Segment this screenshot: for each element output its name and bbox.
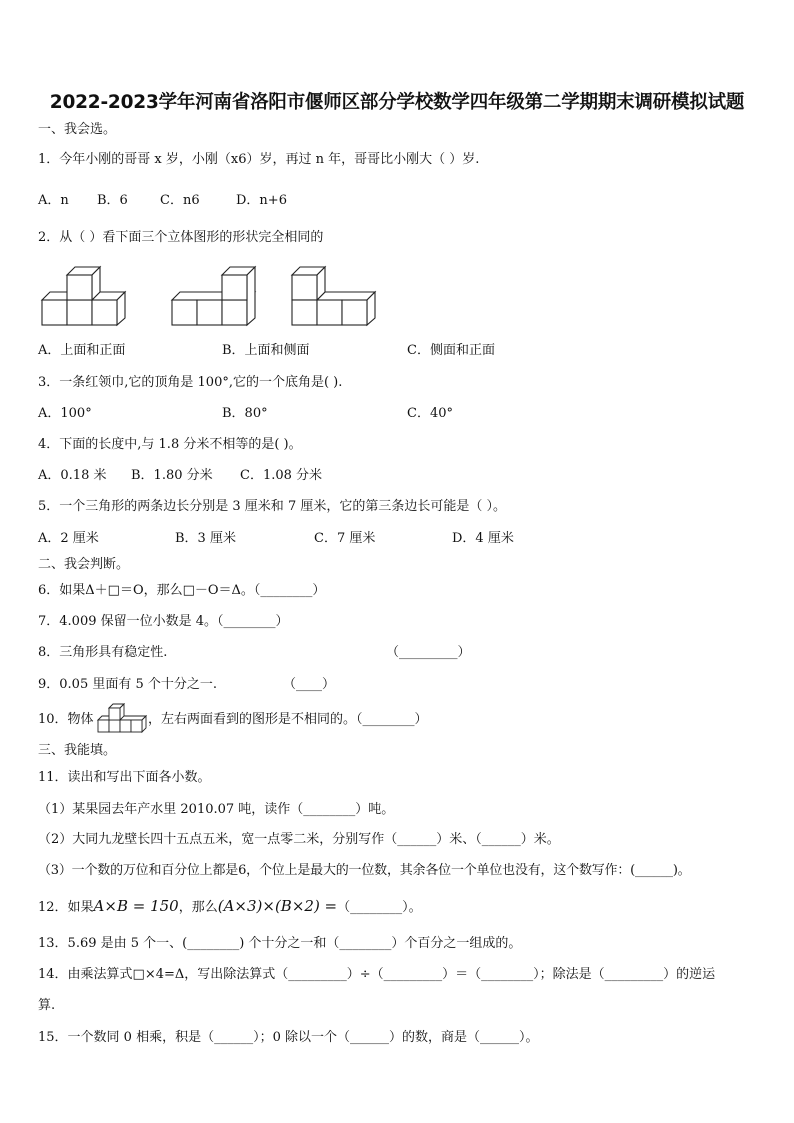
section-heading-2: 二、我会判断。 xyxy=(38,557,130,572)
q1-option-b: B．6 xyxy=(97,193,128,208)
q5-option-c: C．7 厘米 xyxy=(314,531,376,546)
q2-option-b: B．上面和侧面 xyxy=(222,343,310,358)
section-heading-3: 三、我能填。 xyxy=(38,743,117,758)
question-11: 11．读出和写出下面各小数。 xyxy=(38,770,211,785)
q3-option-a: A．100° xyxy=(38,406,92,421)
q10-text: ，左右两面看到的图形是不相同的。（________） xyxy=(148,712,428,727)
q9-answer-blank: （____） xyxy=(283,677,336,692)
q10-prefix: 10．物体 xyxy=(38,712,94,727)
q4-option-b: B．1.80 分米 xyxy=(131,468,213,483)
q4-option-c: C．1.08 分米 xyxy=(240,468,323,483)
cube-figure-3 xyxy=(292,267,375,325)
q1-option-a: A．n xyxy=(38,193,69,208)
question-8: 8．三角形具有稳定性. xyxy=(38,645,168,660)
q2-cube-figures xyxy=(40,262,400,328)
question-14: 14．由乘法算式□×4=Δ，写出除法算式（_________）÷（_________）＝（________）；除法是（_________）的逆运 xyxy=(38,967,716,982)
question-12 xyxy=(38,898,422,916)
cube-figure-2 xyxy=(172,267,255,325)
question-13: 13．5.69 是由 5 个一、(________) 个十分之一和（________）个百分之一组成的。 xyxy=(38,936,522,951)
q3-option-c: C．40° xyxy=(407,406,453,421)
q12-formula-asked: (A×3)×(B×2) = xyxy=(217,897,338,915)
q12-mid: ，那么 xyxy=(178,900,218,915)
question-6: 6．如果Δ＋□＝O，那么□－O＝Δ。（________） xyxy=(38,583,326,598)
question-2: 2．从（ ）看下面三个立体图形的形状完全相同的 xyxy=(38,230,324,245)
question-9: 9．0.05 里面有 5 个十分之一. xyxy=(38,677,218,692)
q1-option-d: D．n+6 xyxy=(236,193,287,208)
q5-option-a: A．2 厘米 xyxy=(38,531,99,546)
q2-option-a: A．上面和正面 xyxy=(38,343,126,358)
page-title: 2022-2023学年河南省洛阳市偃师区部分学校数学四年级第二学期期末调研模拟试题 xyxy=(49,92,745,113)
section-heading-1: 一、我会选。 xyxy=(38,122,117,137)
q2-option-c: C．侧面和正面 xyxy=(407,343,495,358)
q10-cube-object-icon xyxy=(96,703,148,733)
question-4: 4．下面的长度中,与 1.8 分米不相等的是( )。 xyxy=(38,437,302,452)
q12-answer-blank: （________）。 xyxy=(337,900,422,915)
question-14-continued: 算. xyxy=(38,998,56,1013)
cube-figure-1 xyxy=(42,267,125,325)
question-3: 3．一条红领巾,它的顶角是 100°,它的一个底角是( ). xyxy=(38,375,343,390)
question-7: 7．4.009 保留一位小数是 4。（________） xyxy=(38,614,289,629)
q8-answer-blank: （_________） xyxy=(386,645,471,660)
q3-option-b: B．80° xyxy=(222,406,268,421)
question-11-3: （3）一个数的万位和百分位上都是6，个位上是最大的一位数，其余各位一个单位也没有，这个数写作：(______)。 xyxy=(38,863,691,878)
q4-option-a: A．0.18 米 xyxy=(38,468,107,483)
question-5: 5．一个三角形的两条边长分别是 3 厘米和 7 厘米，它的第三条边长可能是（ ）。 xyxy=(38,499,506,514)
question-15: 15．一个数同 0 相乘，积是（______）；0 除以一个（______）的数，商是（______）。 xyxy=(38,1030,539,1045)
q12-prefix: 12．如果 xyxy=(38,900,94,915)
question-11-2: （2）大同九龙壁长四十五点五米，宽一点零二米，分别写作（______）米、（______）米。 xyxy=(38,832,560,847)
q5-option-b: B．3 厘米 xyxy=(175,531,236,546)
q5-option-d: D．4 厘米 xyxy=(452,531,514,546)
question-1: 1．今年小刚的哥哥 x 岁，小刚（x6）岁，再过 n 年，哥哥比小刚大（ ）岁. xyxy=(38,152,480,167)
q12-formula-given: A×B = 150 xyxy=(93,897,179,915)
q1-option-c: C．n6 xyxy=(160,193,200,208)
question-11-1: （1）某果园去年产水里 2010.07 吨，读作（________）吨。 xyxy=(38,802,395,817)
